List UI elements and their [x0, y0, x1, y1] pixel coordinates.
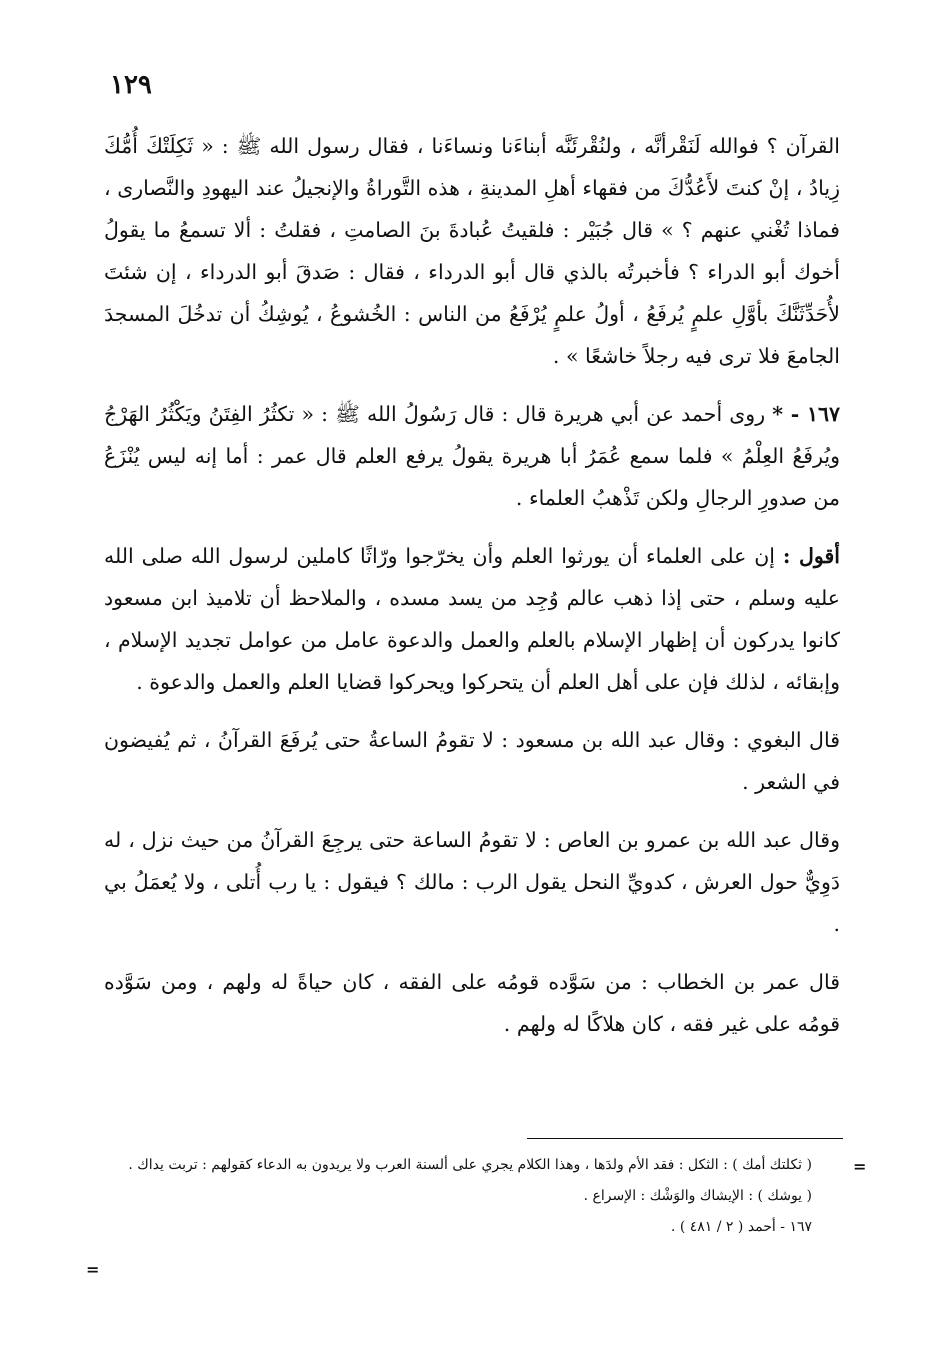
footnote-source-167: ١٦٧ - أحمد ( ٢ / ٤٨١ ) . — [670, 1219, 812, 1235]
page-number: ١٢٩ — [110, 70, 152, 100]
paragraph-ibn-amr: وقال عبد الله بن عمرو بن العاص : لا تقومُ الساعة حتى يرجِعَ القرآنُ من حيث نزل ، له دَوِيٌّ حول العرش ، كدويِّ النحل يقول الرب : مالك ؟ فيقول : يا رب أُتلى ، ولا يُعمَلُ بي . — [104, 828, 840, 936]
paragraph-hadith-continuation: القرآن ؟ فوالله لَنَقْرأنَّه ، ولنُقْرئَنَّه أبناءَنا ونساءَنا ، فقال رسول الله ﷺ : « ثَكِلَتْكَ أُمُّكَ زِيادُ ، إنْ كنتَ لأَعُدُّكَ من فقهاء أهلِ المدينةِ ، هذه التَّوراةُ والإنجيلُ عند اليهودِ والنَّصارى ، فماذا تُغْني عنهم ؟ » قال جُبَيْر : فلقيتُ عُبادةَ بنَ الصامتِ ، فقلتُ : ألا تسمعُ ما يقولُ أخوك أبو الدراء ؟ فأخبرتُه بالذي قال أبو الدرداء ، فقال : صَدقَ أبو الدرداء ، إن شئتَ لأُحَدِّثَنَّكَ بأوَّلِ علمٍ يُرفَعُ ، أولُ علمٍ يُرْفَعُ من الناس : الخُشوعُ ، يُوشِكُ أن تدخُلَ المسجدَ الجامعَ فلا ترى فيه رجلاً خاشعًا » . — [104, 134, 840, 368]
main-text — [104, 125, 840, 1057]
commentary-text: إن على العلماء أن يورثوا العلم وأن يخرّجوا ورّاثًا كاملين لرسول الله صلى الله عليه وسلم ، حتى إذا ذهب عالم وُجِد من يسد مسده ، والملاحظ أن تلاميذ ابن مسعود كانوا يدركون أن إظهار الإسلام بالعلم والعمل والدعوة عامل من عوامل تجديد الإسلام ، وإبقائه ، لذلك فإن على أهل العلم أن يتحركوا ويحركوا قضايا العلم والعمل والدعوة . — [104, 544, 840, 694]
footnote-thakilatka: ( ثكلتك أمك ) : الثكل : فقد الأم ولدَها ، وهذا الكلام يجري على ألسنة العرب ولا يريدون به الدعاء كقولهم : تربت يداك . — [128, 1157, 812, 1173]
paragraph-hadith-167 — [104, 393, 840, 519]
paragraph-commentary — [104, 535, 840, 703]
commentary-lead: أقول : — [782, 544, 840, 568]
paragraph-baghawi: قال البغوي : وقال عبد الله بن مسعود : لا تقومُ الساعةُ حتى يُرفَعَ القرآنُ ، ثم يُفيضون في الشعر . — [104, 728, 840, 794]
hadith-number: ١٦٧ - * — [772, 402, 840, 426]
footnote-yushik: ( يوشك ) : الإيشاك والوَشْك : الإسراع . — [583, 1188, 812, 1204]
hadith-text: روى أحمد عن أبي هريرة قال : قال رَسُولُ الله ﷺ : « تكثُرُ الفِتَنُ ويَكْثُرُ الهَرْجُ ويُرفَعُ العِلْمُ » فلما سمع عُمَرُ أبا هريرة يقولُ يرفع العلم قال عمر : أما إنه ليس يُنْزَعُ من صدورِ الرجالِ ولكن تَذْهبُ العلماء . — [104, 402, 840, 510]
footnote-continuation-mark-bottom: = — [86, 1260, 100, 1279]
footnotes — [106, 1150, 812, 1243]
paragraph-umar: قال عمر بن الخطاب : من سَوَّده قومُه على الفقه ، كان حياةً له ولهم ، ومن سَوَّده قومُه على غير فقه ، كان هلاكًا له ولهم . — [104, 970, 840, 1036]
footnote-continuation-mark-top: = — [853, 1157, 867, 1176]
footnote-divider — [527, 1138, 843, 1139]
